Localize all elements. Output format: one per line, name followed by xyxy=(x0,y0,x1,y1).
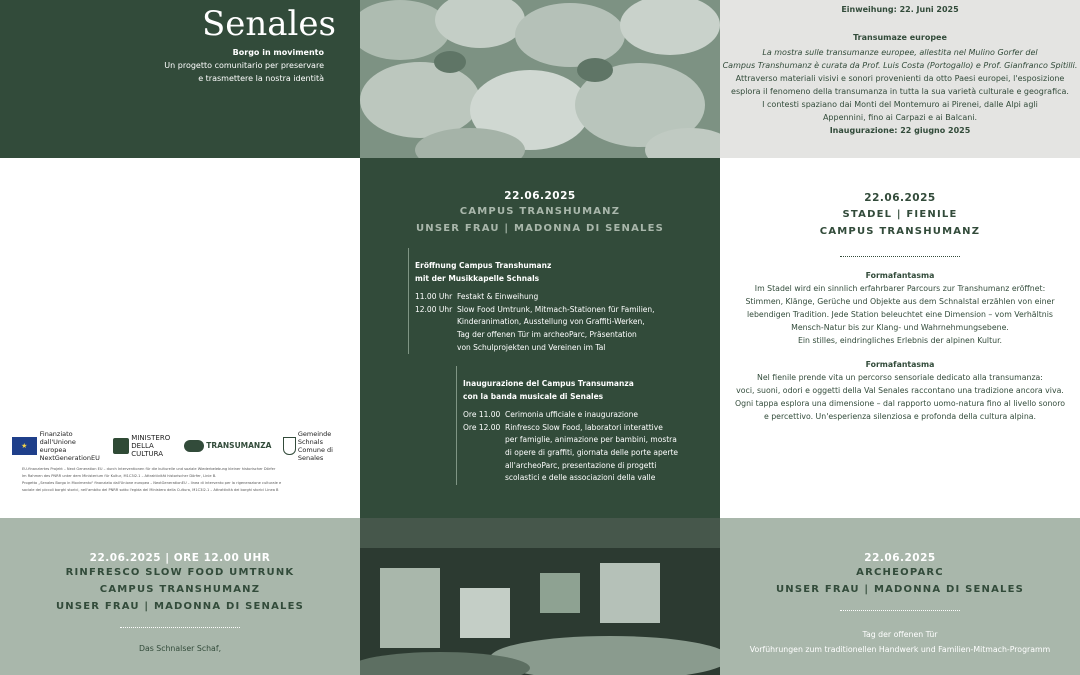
de-text: Tag der offenen Tür im archeoParc, Präsentation xyxy=(457,329,637,339)
rinfresco-title: RINFRESCO SLOW FOOD UMTRUNK xyxy=(65,567,295,578)
eu-label: Finanziato xyxy=(39,430,73,438)
archeoparc-title: ARCHEOPARC xyxy=(856,567,944,578)
stadel-title: CAMPUS TRANSHUMANZ xyxy=(819,226,981,237)
rinfresco-title: CAMPUS TRANSHUMANZ xyxy=(99,584,261,595)
divider xyxy=(840,256,960,257)
de-text: Slow Food Umtrunk, Mitmach-Stationen für Familien, xyxy=(457,304,655,314)
funding-note: Im Rahmen des PNRR unter dem Ministerium für Kultur, M1C3I2.1 – Attraktivität historischer Dörfer, Linie B. xyxy=(22,474,217,478)
campus-title: CAMPUS TRANSHUMANZ xyxy=(459,206,621,217)
it-time: Ore 11.00 xyxy=(463,410,501,420)
stadel-title: STADEL | FIENILE xyxy=(842,209,958,220)
rinfresco-panel xyxy=(0,518,360,675)
it-text: scolastici e delle associazioni della valle xyxy=(505,473,656,483)
de-text: Festakt & Einweihung xyxy=(457,292,539,302)
stadel-it: voci, suoni, odori e oggetti della Val Senales raccontano una tradizione ancora viva. xyxy=(736,386,1064,395)
sheep-image xyxy=(360,0,720,158)
divider xyxy=(120,627,240,628)
stadel-de: Mensch-Natur bis zur Klang- und Wahrnehmungsebene. xyxy=(791,323,1009,332)
municipality-label: Gemeinde Schnals xyxy=(297,430,332,446)
archeoparc-title: UNSER FRAU | MADONNA DI SENALES xyxy=(775,584,1025,595)
de-time: 12.00 Uhr xyxy=(415,304,453,314)
transumanze-panel xyxy=(720,0,1080,158)
campus-title: UNSER FRAU | MADONNA DI SENALES xyxy=(415,223,665,234)
hero-title: Senales xyxy=(201,4,336,44)
section-heading: Transumaze europee xyxy=(853,33,947,42)
museum-image xyxy=(360,518,720,675)
eu-label: NextGenerationEU xyxy=(39,454,100,462)
it-time: Ore 12.00 xyxy=(463,422,501,432)
hero-subtitle: Borgo in movimento xyxy=(232,48,324,57)
rinfresco-title: UNSER FRAU | MADONNA DI SENALES xyxy=(55,601,305,612)
ministry-label: CULTURA xyxy=(131,450,163,458)
archeoparc-text: Tag der offenen Tür xyxy=(862,630,938,639)
municipality-crest-icon xyxy=(283,437,295,455)
body-line: Appennini, fino ai Carpazi e ai Balcani. xyxy=(822,113,978,122)
archeoparc-date: 22.06.2025 xyxy=(864,552,936,564)
it-text: Rinfresco Slow Food, laboratori interattive xyxy=(505,422,663,432)
it-text: all'archeoParc, presentazione di progetti xyxy=(505,460,657,470)
campus-panel xyxy=(360,158,720,518)
ministry-emblem-icon xyxy=(113,438,129,454)
sheep-photo xyxy=(360,0,720,158)
funding-note: Progetto „Senales Borgo in Movimento" finanziato dall'Unione europea – NextGenerationEU – linea di intervento per la rigenerazione culturale e xyxy=(22,481,282,485)
archeoparc-panel xyxy=(720,518,1080,675)
inauguration-top: Einweihung: 22. Juni 2025 xyxy=(841,5,959,14)
funding-note: EU-finanziertes Projekt – Next Generation EU – durch Interventionen für die kulturelle und soziale Wiederbelebung kleiner historischer Dörfer xyxy=(22,467,276,471)
stadel-it: e percettivo. Un'esperienza silenziosa e profonda della cultura alpina. xyxy=(763,412,1037,421)
ministry-label: MINISTERO xyxy=(131,434,171,442)
stadel-label: Formafantasma xyxy=(865,271,935,280)
it-text: di opere di graffiti, giornata delle porte aperte xyxy=(505,447,678,457)
hero-description: Un progetto comunitario per preservare xyxy=(164,61,324,70)
body-line: esplora il fenomeno della transumanza in tutta la sua varietà culturale e geografica. xyxy=(731,87,1069,96)
rinfresco-text: Das Schnalser Schaf, xyxy=(138,644,222,653)
body-line: Attraverso materiali visivi e sonori provenienti da otto Paesi europei, l'esposizione xyxy=(735,74,1065,83)
it-heading: Inaugurazione del Campus Transumanza xyxy=(463,379,634,388)
stadel-label: Formafantasma xyxy=(865,360,935,369)
intro-line: La mostra sulle transumanze europee, allestita nel Mulino Gorfer del xyxy=(762,48,1038,57)
rinfresco-date: 22.06.2025 | ORE 12.00 UHR xyxy=(89,552,271,564)
sheep-logo-icon xyxy=(184,440,204,452)
stadel-date: 22.06.2025 xyxy=(864,192,936,204)
campus-date: 22.06.2025 xyxy=(504,190,576,202)
municipality-label: Comune di Senales xyxy=(297,446,333,462)
it-heading: con la banda musicale di Senales xyxy=(463,391,604,401)
ministry-label: DELLA xyxy=(131,442,154,450)
it-text: Cerimonia ufficiale e inaugurazione xyxy=(505,410,638,420)
de-text: von Schulprojekten und Vereinen im Tal xyxy=(457,342,606,352)
stadel-de: Stimmen, Klänge, Gerüche und Objekte aus dem Schnalstal erzählen von einer xyxy=(745,297,1055,306)
eu-flag-icon: ★ xyxy=(12,437,37,455)
body-line: I contesti spaziano dai Monti del Montemuro ai Pirenei, dalle Alpi agli xyxy=(762,100,1038,109)
hero-description: e trasmettere la nostra identità xyxy=(198,74,324,83)
it-text: per famiglie, animazione per bambini, mostra xyxy=(505,435,677,445)
museum-photo xyxy=(360,518,720,675)
de-text: Kinderanimation, Ausstellung von Graffiti-Werken, xyxy=(457,317,645,327)
de-time: 11.00 Uhr xyxy=(415,292,453,302)
stadel-de: Im Stadel wird ein sinnlich erfahrbarer Parcours zur Transhumanz eröffnet: xyxy=(754,284,1046,293)
de-heading: Eröffnung Campus Transhumanz xyxy=(415,261,552,270)
sponsor-panel xyxy=(0,158,360,518)
archeoparc-text: Vorführungen zum traditionellen Handwerk und Familien-Mitmach-Programm xyxy=(749,645,1051,654)
hero-panel xyxy=(0,0,360,158)
transumanza-logo: TRANSUMANZA xyxy=(206,441,272,450)
funding-note: sociale dei piccoli borghi storici, nell'ambito del PNRR sotto l'egida del Ministero della Cultura, M1C3I2.1 – Attrattività dei borghi storici Linea B xyxy=(22,488,279,492)
intro-line: Campus Transhumanz è curata da Prof. Luis Costa (Portogallo) e Prof. Gianfranco Spitilli. xyxy=(722,61,1078,70)
stadel-de: lebendigen Tradition. Jede Station beleuchtet eine Dimension – vom Verhältnis xyxy=(747,310,1053,319)
stadel-panel xyxy=(720,158,1080,518)
inauguration-date: Inaugurazione: 22 giugno 2025 xyxy=(829,126,971,135)
eu-label: dall'Unione europea xyxy=(39,438,76,454)
de-heading: mit der Musikkapelle Schnals xyxy=(415,273,540,283)
stadel-it: Ogni tappa esplora una dimensione – dal rapporto uomo-natura fino al livello sonoro xyxy=(735,399,1065,408)
stadel-de: Ein stilles, eindringliches Erlebnis der alpinen Kultur. xyxy=(797,336,1003,345)
stadel-it: Nel fienile prende vita un percorso sensoriale dedicato alla transumanza: xyxy=(757,373,1043,382)
divider xyxy=(840,610,960,611)
